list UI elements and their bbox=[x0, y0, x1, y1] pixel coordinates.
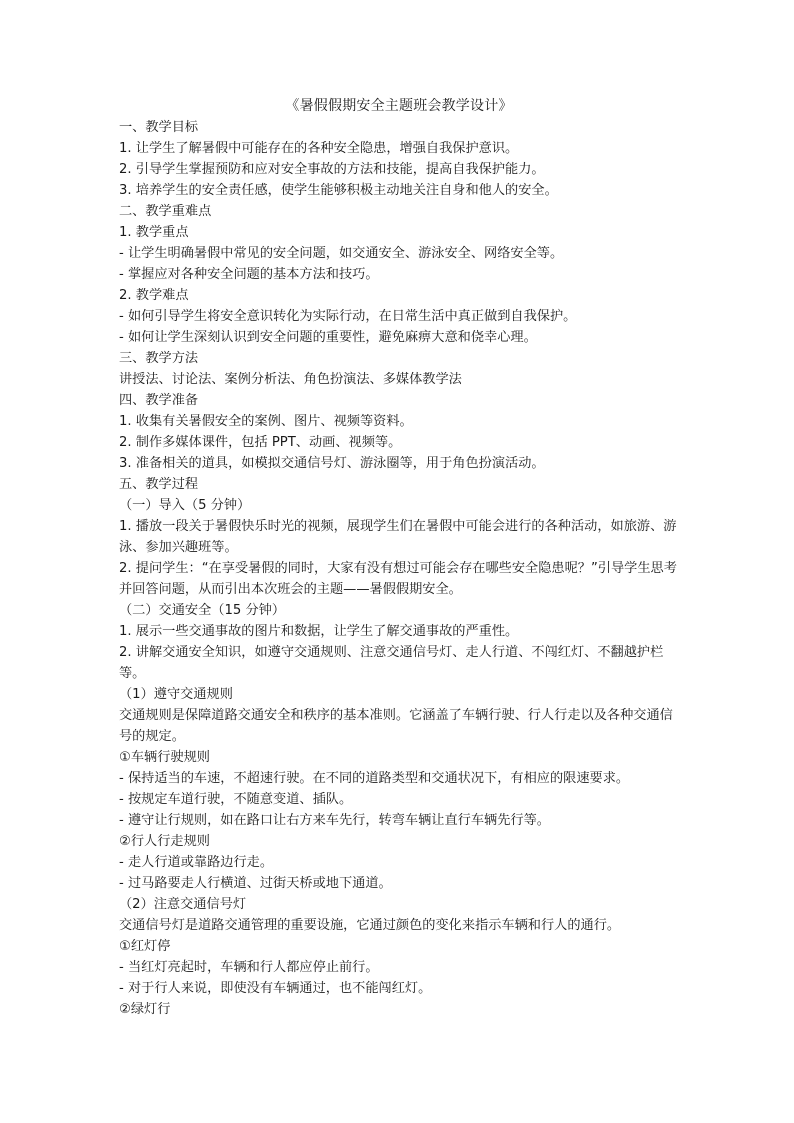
preparation-1: 1. 收集有关暑假安全的案例、图片、视频等资料。 bbox=[119, 414, 413, 429]
heading-process: 五、教学过程 bbox=[119, 477, 199, 492]
traffic-step-2: 2. 讲解交通安全知识，如遵守交通规则、注意交通信号灯、走人行道、不闯红灯、不翻越护栏等。 bbox=[119, 645, 664, 681]
key-focus-item-1: - 让学生明确暑假中常见的安全问题，如交通安全、游泳安全、网络安全等。 bbox=[119, 246, 564, 261]
preparation-2: 2. 制作多媒体课件，包括 PPT、动画、视频等。 bbox=[119, 435, 402, 450]
subheading-key-focus: 1. 教学重点 bbox=[119, 225, 189, 240]
methods-text: 讲授法、讨论法、案例分析法、角色扮演法、多媒体教学法 bbox=[119, 372, 462, 387]
vehicle-rule-1: - 保持适当的车速，不超速行驶。在不同的道路类型和交通状况下，有相应的限速要求。 bbox=[119, 771, 630, 786]
section-intro: （一）导入（5 分钟） bbox=[119, 498, 251, 513]
key-focus-item-2: - 掌握应对各种安全问题的基本方法和技巧。 bbox=[119, 267, 379, 282]
traffic-step-1: 1. 展示一些交通事故的图片和数据，让学生了解交通事故的严重性。 bbox=[119, 624, 519, 639]
difficulty-item-1: - 如何引导学生将安全意识转化为实际行动，在日常生活中真正做到自我保护。 bbox=[119, 309, 577, 324]
document-page bbox=[119, 96, 679, 1020]
heading-methods: 三、教学方法 bbox=[119, 351, 199, 366]
signals-text: 交通信号灯是道路交通管理的重要设施，它通过颜色的变化来指示车辆和行人的通行。 bbox=[119, 918, 621, 933]
intro-step-1: 1. 播放一段关于暑假快乐时光的视频，展现学生们在暑假中可能会进行的各种活动，如旅游、游泳、参加兴趣班等。 bbox=[119, 519, 677, 555]
heading-preparation: 四、教学准备 bbox=[119, 393, 199, 408]
green-light-heading: ②绿灯行 bbox=[119, 1002, 171, 1017]
document-title: 《暑假假期安全主题班会教学设计》 bbox=[285, 98, 513, 114]
red-light-heading: ①红灯停 bbox=[119, 939, 171, 954]
pedestrian-rule-2: - 过马路要走人行横道、过街天桥或地下通道。 bbox=[119, 876, 392, 891]
section-traffic: （二）交通安全（15 分钟） bbox=[119, 603, 286, 618]
subsection-signals: （2）注意交通信号灯 bbox=[119, 897, 247, 912]
red-light-rule-1: - 当红灯亮起时，车辆和行人都应停止前行。 bbox=[119, 960, 379, 975]
subheading-difficulty: 2. 教学难点 bbox=[119, 288, 189, 303]
difficulty-item-2: - 如何让学生深刻认识到安全问题的重要性，避免麻痹大意和侥幸心理。 bbox=[119, 330, 537, 345]
vehicle-rules-heading: ①车辆行驶规则 bbox=[119, 750, 210, 765]
vehicle-rule-2: - 按规定车道行驶，不随意变道、插队。 bbox=[119, 792, 353, 807]
rules-text: 交通规则是保障道路交通安全和秩序的基本准则。它涵盖了车辆行驶、行人行走以及各种交通信号的规定。 bbox=[119, 708, 673, 744]
objective-1: 1. 让学生了解暑假中可能存在的各种安全隐患，增强自我保护意识。 bbox=[119, 141, 519, 156]
heading-objectives: 一、教学目标 bbox=[119, 120, 199, 135]
pedestrian-rules-heading: ②行人行走规则 bbox=[119, 834, 210, 849]
heading-key-points: 二、教学重难点 bbox=[119, 204, 212, 219]
vehicle-rule-3: - 遵守让行规则，如在路口让右方来车先行，转弯车辆让直行车辆先行等。 bbox=[119, 813, 550, 828]
objective-3: 3. 培养学生的安全责任感，使学生能够积极主动地关注自身和他人的安全。 bbox=[119, 183, 558, 198]
red-light-rule-2: - 对于行人来说，即使没有车辆通过，也不能闯红灯。 bbox=[119, 981, 432, 996]
preparation-3: 3. 准备相关的道具，如模拟交通信号灯、游泳圈等，用于角色扮演活动。 bbox=[119, 456, 545, 471]
pedestrian-rule-1: - 走人行道或靠路边行走。 bbox=[119, 855, 274, 870]
subsection-rules: （1）遵守交通规则 bbox=[119, 687, 233, 702]
objective-2: 2. 引导学生掌握预防和应对安全事故的方法和技能，提高自我保护能力。 bbox=[119, 162, 545, 177]
intro-step-2: 2. 提问学生：“在享受暑假的同时，大家有没有想过可能会存在哪些安全隐患呢？”引导学生思考并回答问题，从而引出本次班会的主题——暑假假期安全。 bbox=[119, 561, 677, 597]
